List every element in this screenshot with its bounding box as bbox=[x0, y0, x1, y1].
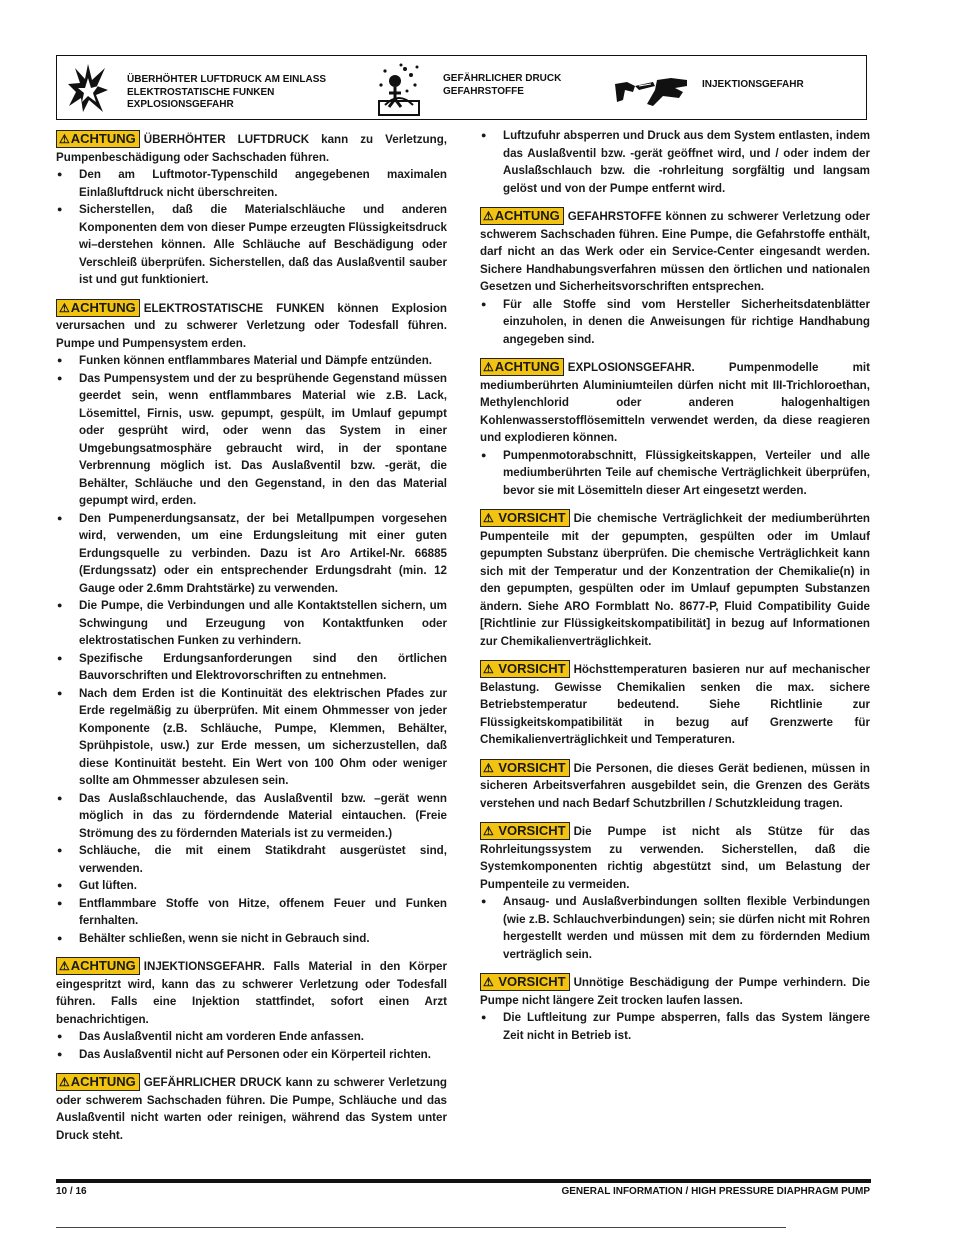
hazard-text: EXPLOSIONSGEFAHR bbox=[127, 99, 234, 110]
caution-text: Unnötige Beschädigung der Pumpe verhindern. Die Pumpe nicht längere Zeit trocken laufen lassen. bbox=[480, 976, 870, 1007]
warning-text: GEFÄHRLICHER DRUCK kann zu schwerer Verletzung oder schwerem Sachschaden führen. Die Pumpe, Schläuche und das Auslaßventil nicht warten oder reinigen, während das System unter Druck steht. bbox=[56, 1076, 447, 1142]
list-item: ● Luftzufuhr absperren und Druck aus dem System entlasten, indem das Auslaßventil bzw. -gerät geöffnet wird, und / oder indem der Auslaßschlauch bzw. die -rohrleitung sorgfältig und langsam gelöst und von der Pumpe entfernt wird. bbox=[480, 127, 870, 197]
list-item: ● Entflammbare Stoffe von Hitze, offenem Feuer und Funken fernhalten. bbox=[56, 895, 447, 930]
caution-piping-support bbox=[480, 822, 870, 893]
vorsicht-badge: ⚠ VORSICHT bbox=[480, 973, 570, 991]
footer-rule bbox=[56, 1179, 871, 1183]
list-item: ● Schläuche, die mit einem Statikdraht ausgerüstet sind, verwenden. bbox=[56, 842, 447, 877]
bottom-rule bbox=[56, 1227, 786, 1228]
warning-triangle-icon: ⚠ bbox=[483, 360, 494, 374]
warning-injection bbox=[56, 957, 447, 1028]
list-item: ● Das Auslaßventil nicht auf Personen oder ein Körperteil richten. bbox=[56, 1046, 447, 1064]
warning-triangle-icon: ⚠ bbox=[483, 662, 494, 676]
caution-dry-run bbox=[480, 973, 870, 1009]
warning-triangle-icon: ⚠ bbox=[483, 975, 494, 989]
achtung-badge: ⚠ACHTUNG bbox=[56, 299, 140, 317]
warning-text: INJEKTIONSGEFAHR. Falls Material in den Körper eingespritzt wird, kann das zu schwerer Verletzung oder Todesfall führen. Falls eine Injektion stattfindet, sofort einen Arzt benachrichtigen. bbox=[56, 960, 447, 1026]
page-number: 10 / 16 bbox=[56, 1186, 87, 1197]
list-item: ● Die Luftleitung zur Pumpe absperren, falls das System längere Zeit nicht in Betrieb ist. bbox=[480, 1009, 870, 1044]
hazard-group-1 bbox=[127, 74, 326, 112]
list-item: ● Den am Luftmotor-Typenschild angegebenen maximalen Einlaßluftdruck nicht überschreiten. bbox=[56, 166, 447, 201]
warning-triangle-icon: ⚠ bbox=[483, 209, 494, 223]
warning-triangle-icon: ⚠ bbox=[59, 1075, 70, 1089]
caution-text: Die Personen, die dieses Gerät bedienen, müssen in sicheren Arbeitsverfahren ausgebildet sein, die Grenzen des Geräts verstehen und nach Bedarf Schutzbrillen / Schutzkleidung tragen. bbox=[480, 761, 870, 810]
caution-text: Die chemische Verträglichkeit der mediumberührten Pumpenteile mit der gepumpten, gespülten oder im Umlauf gepumpten Substanz überprüfen. Die chemische Verträglichkeit kann sich mit der Temperatur und der Konzentration der Chemikalie(n) in den gepumpten, gespülten oder im Umlauf gepumpten Substanzen ändern. Siehe ARO Formblatt No. 8677-P, Fluid Compatibility Guide [Richtlinie zur Flüssigkeitskompatibilität] in bezug auf Informationen zur Chemikalienverträglichkeit. bbox=[480, 512, 870, 648]
left-column bbox=[56, 130, 447, 1144]
warning-triangle-icon: ⚠ bbox=[483, 760, 494, 775]
achtung-badge: ⚠ACHTUNG bbox=[56, 957, 140, 975]
warning-triangle-icon: ⚠ bbox=[59, 132, 70, 146]
explosion-icon bbox=[67, 62, 109, 114]
list-item: ● Behälter schließen, wenn sie nicht in Gebrauch sind. bbox=[56, 930, 447, 948]
hazard-group-3 bbox=[702, 79, 804, 92]
injection-hand-icon bbox=[613, 76, 691, 108]
list-item: ● Sicherstellen, daß die Materialschläuche und anderen Komponenten dem von dieser Pumpe erzeugten Flüssigkeitsdruck wi–derstehen können. Alle Schläuche auf Beschädigung oder Verschleiß überprüfen. Sicherstellen, daß das Auslaßventil sauber ist und gut funktioniert. bbox=[56, 201, 447, 289]
vorsicht-badge: ⚠ VORSICHT bbox=[480, 822, 570, 840]
caution-text: Die Pumpe ist nicht als Stütze für das Rohrleitungssystem zu verwenden. Sicherstellen, daß die Systemkomponenten richtig abgestützt sind, um Belastung der Pumpenteile zu vermeiden. bbox=[480, 825, 870, 891]
warning-hazardous-materials bbox=[480, 207, 870, 296]
list-item: ● Den Pumpenerdungsansatz, der bei Metallpumpen vorgesehen wird, verwenden, um eine Erdungsleitung mit einer guten Erdungsquelle zu verbinden. Dazu ist Aro Artikel-Nr. 66885 (Erdungssatz) oder ein entsprechender Erdungsdraht (min. 12 Gauge oder 2.6mm Drahtstärke) zu verwenden. bbox=[56, 510, 447, 598]
caution-text: Höchsttemperaturen basieren nur auf mechanischer Belastung. Gewisse Chemikalien senken die max. sichere Betriebstemperatur bedeutend. Siehe Richtlinie zur Flüssigkeitskompatibilität in bezug auf Grenzwerte für Chemikalienverträglichkeit und Temperaturen. bbox=[480, 663, 870, 746]
list-item: ● Das Auslaßschlauchende, das Auslaßventil bzw. –gerät wenn möglich in das zu förderndende Material eintauchen. (Freie Strömung des zu fördernden Materials ist zu vermeiden.) bbox=[56, 790, 447, 843]
warning-air-pressure bbox=[56, 130, 447, 166]
vorsicht-badge: ⚠ VORSICHT bbox=[480, 660, 570, 678]
warning-explosion bbox=[480, 358, 870, 447]
warning-triangle-icon: ⚠ bbox=[483, 511, 494, 525]
achtung-badge: ⚠ACHTUNG bbox=[56, 130, 140, 148]
list-item: ● Spezifische Erdungsanforderungen sind den örtlichen Bauvorschriften und Elektrovorschriften zu entnehmen. bbox=[56, 650, 447, 685]
caution-max-temp bbox=[480, 660, 870, 749]
warning-pressure bbox=[56, 1073, 447, 1144]
list-item: ● Das Pumpensystem und der zu besprühende Gegenstand müssen geerdet sein, wenn entflammbares Material wie z.B. Lack, Lösemittel, Firnis, usw. gepumpt, gespült, im Umlauf gepumpt oder gesprüht wird, oder wenn das System in einer Umgebungsatmosphäre gebraucht wird, in der spontane Verbrennung möglich ist. Das Auslaßventil bzw. -gerät, die Behälter, Schläuche und den Gegenstand, in den das Material gepumpt wird, erden. bbox=[56, 370, 447, 510]
list-item: ● Ansaug- und Auslaßverbindungen sollten flexible Verbindungen (wie z.B. Schlauchverbindungen) sein; sie dürfen nicht mit Rohren hergestellt werden und müssen mit dem zu fördernden Medium verträglich sein. bbox=[480, 893, 870, 963]
list-item: ● Die Pumpe, die Verbindungen und alle Kontaktstellen sichern, um Schwingung und Erzeugung von Kontaktfunken oder elektrostatischen Funken zu verhindern. bbox=[56, 597, 447, 650]
vorsicht-badge: ⚠ VORSICHT bbox=[480, 509, 570, 527]
list-item: ● Das Auslaßventil nicht am vorderen Ende anfassen. bbox=[56, 1028, 447, 1046]
right-column bbox=[480, 127, 870, 1044]
warning-static-sparks bbox=[56, 299, 447, 353]
list-item: ● Gut lüften. bbox=[56, 877, 447, 895]
caution-operators bbox=[480, 759, 870, 813]
achtung-badge: ⚠ACHTUNG bbox=[480, 207, 564, 225]
list-item: ● Nach dem Erden ist die Kontinuität des elektrischen Pfades zur Erde regelmäßig zu überprüfen. Mit einem Ohmmesser von jeder Komponente (z.B. Schläuche, Pumpe, Klemmen, Behälter, Sprühpistole, usw.) zur Erde messen, um sicherzustellen, daß diese Kontinuität besteht. Ein Wert von 100 Ohm oder weniger sollte am Ohmmesser abzulesen sein. bbox=[56, 685, 447, 790]
list-item: ● Funken können entflammbares Material und Dämpfe entzünden. bbox=[56, 352, 447, 370]
hazard-text: GEFAHRSTOFFE bbox=[443, 85, 524, 97]
warning-text: ELEKTROSTATISCHE FUNKEN können Explosion verursachen und zu schwerer Verletzung oder Todesfall führen. Pumpe und Pumpensystem erden. bbox=[56, 301, 447, 350]
list-item: ● Für alle Stoffe sind vom Hersteller Sicherheitsdatenblätter einzuholen, in denen die Anweisungen für richtige Handhabung angegeben sind. bbox=[480, 296, 870, 349]
hazard-text: ÜBERHÖHTER LUFTDRUCK AM EINLASS bbox=[127, 74, 327, 85]
hazard-text: INJEKTIONSGEFAHR bbox=[702, 79, 804, 90]
warning-text: GEFAHRSTOFFE können zu schwerer Verletzung oder schwerem Sachschaden führen. Eine Pumpe, die Gefahrstoffe enthält, darf nicht an das Werk oder ein Service-Center eingesandt werden. Sichere Handhabungsverfahren müssen den örtlichen und nationalen Gesetzen und Sicherheitsvorschriften entsprechen. bbox=[480, 210, 870, 293]
achtung-badge: ⚠ACHTUNG bbox=[56, 1073, 140, 1091]
warning-text: EXPLOSIONSGEFAHR. Pumpenmodelle mit mediumberührten Aluminiumteilen dürfen nicht mit III-Trichloroethan, Methylenchlorid oder anderen halogenhaltigen Kohlenwasserstofflösemitteln verwendet werden, da diese reagieren und explodieren können. bbox=[480, 361, 870, 444]
warning-triangle-icon: ⚠ bbox=[483, 824, 494, 838]
vorsicht-badge: ⚠ VORSICHT bbox=[480, 759, 570, 777]
chemical-splash-icon bbox=[375, 61, 423, 117]
hazard-group-2 bbox=[443, 73, 561, 98]
warning-triangle-icon: ⚠ bbox=[59, 959, 70, 973]
hazard-header-box bbox=[56, 55, 867, 120]
caution-chemical-compat bbox=[480, 509, 870, 650]
warning-triangle-icon: ⚠ bbox=[59, 300, 70, 315]
hazard-text: ELEKTROSTATISCHE FUNKEN bbox=[127, 86, 275, 98]
achtung-badge: ⚠ACHTUNG bbox=[480, 358, 564, 376]
hazard-text: GEFÄHRLICHER DRUCK bbox=[443, 73, 562, 84]
footer-title: GENERAL INFORMATION / HIGH PRESSURE DIAPHRAGM PUMP bbox=[561, 1186, 870, 1197]
warning-text: ÜBERHÖHTER LUFTDRUCK kann zu Verletzung, Pumpenbeschädigung oder Sachschaden führen. bbox=[56, 133, 447, 164]
list-item: ● Pumpenmotorabschnitt, Flüssigkeitskappen, Verteiler und alle mediumberührten Teile auf chemische Verträglichkeit überprüfen, bevor sie mit Lösemitteln dieser Art eingesetzt werden. bbox=[480, 447, 870, 500]
